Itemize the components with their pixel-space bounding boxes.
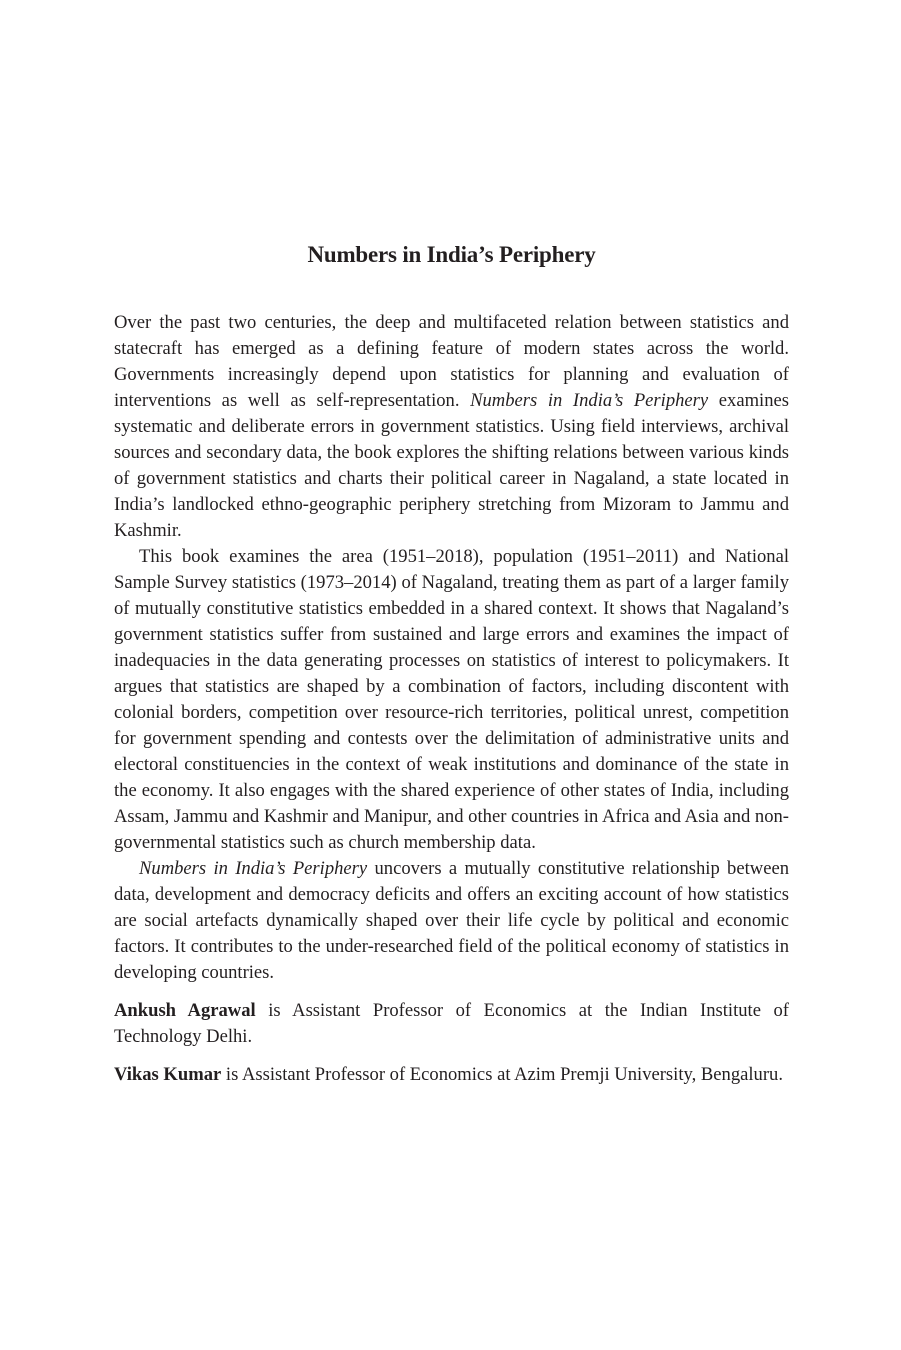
paragraph-scope: This book examines the area (1951–2018), population (1951–2011) and National Sample Survey statistics (1973–2014) of Nagaland, treating them as part of a larger family of mutually constitutive statistics embedded in a shared context. It shows that Nagaland’s government statistics suffer from sustained and large errors and examines the impact of inadequacies in the data generating processes on statistics of interest to policymakers. It argues that statistics are shaped by a combination of factors, including discontent with colonial borders, competition over resource-rich territories, political unrest, competition for government spending and contests over the delimitation of administrative units and electoral constituencies in the context of weak institutions and dominance of the state in the economy. It also engages with the shared experience of other states of India, including Assam, Jammu and Kashmir and Manipur, and other countries in Africa and Asia and non-governmental statistics such as church membership data. xyxy=(114,546,789,853)
author-description: is Assistant Professor of Economics at the Indian Institute of Technology Delhi. xyxy=(114,1000,789,1047)
paragraph-intro-text-b: examines systematic and deliberate errors in government statistics. Using field interviews, archival sources and secondary data, the book explores the shifting relations between various kinds of government statistics and charts their political career in Nagaland, a state located in India’s landlocked ethno-geographic periphery stretching from Mizoram to Jammu and Kashmir. xyxy=(114,390,789,541)
paragraph-conclusion-text: uncovers a mutually constitutive relationship between data, development and democracy deficits and offers an exciting account of how statistics are social artefacts dynamically shaped over their life cycle by political and economic factors. It contributes to the under-researched field of the political economy of statistics in developing countries. xyxy=(114,858,789,983)
book-title-italic: Numbers in India’s Periphery xyxy=(470,390,709,411)
paragraph-conclusion xyxy=(114,856,789,986)
book-blurb-page xyxy=(114,240,789,1088)
page-title: Numbers in India’s Periphery xyxy=(307,242,596,267)
book-title-italic: Numbers in India’s Periphery xyxy=(139,858,368,879)
paragraph-intro xyxy=(114,310,789,544)
author-description: is Assistant Professor of Economics at Azim Premji University, Bengaluru. xyxy=(221,1064,783,1085)
author-bio xyxy=(114,1062,789,1088)
author-name: Vikas Kumar xyxy=(114,1064,222,1085)
author-bio xyxy=(114,998,789,1050)
author-name: Ankush Agrawal xyxy=(114,1000,256,1021)
paragraph-intro-text-a: Over the past two centuries, the deep and multifaceted relation between statistics and statecraft has emerged as a defining feature of modern states across the world. Governments increasingly depend upon statistics for planning and evaluation of interventions as well as self-representation. xyxy=(114,312,789,411)
